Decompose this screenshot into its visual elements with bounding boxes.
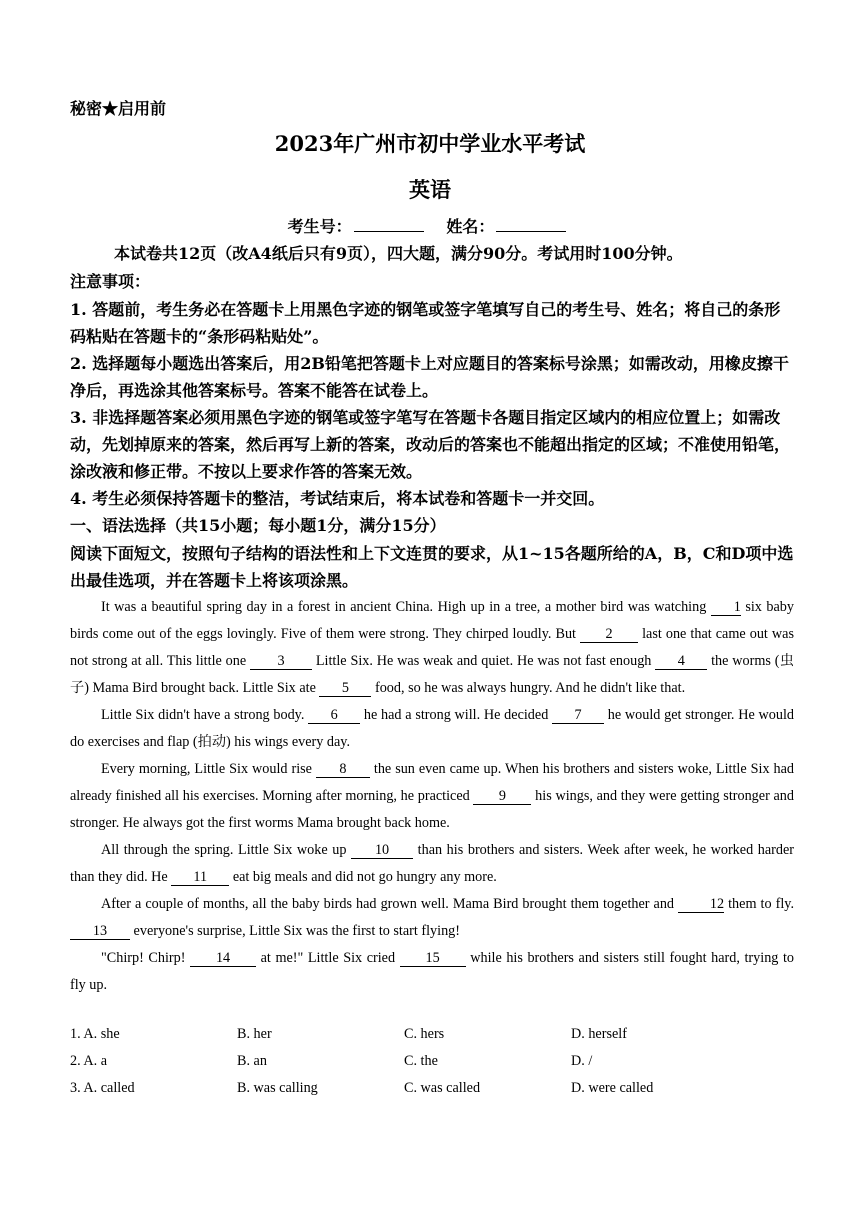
exam-intro: 本试卷共12页（改A4纸后只有9页），四大题，满分90分。考试用时100分钟。 — [114, 244, 683, 263]
passage-text: After a couple of months, all the baby birds had grown well. Mama Bird brought them together and — [101, 896, 679, 912]
passage-text: food, so he was always hungry. And he didn't like that. — [371, 680, 686, 696]
passage-text: everyone's surprise, Little Six was the first to start flying! — [130, 923, 460, 939]
passage-text: Little Six didn't have a strong body. — [101, 707, 309, 723]
passage-text: them to fly. — [724, 896, 794, 912]
exam-title: 2023年广州市初中学业水平考试 — [274, 131, 586, 156]
passage-paragraph — [70, 702, 794, 756]
blank-4: 4 — [655, 653, 707, 670]
answer-options — [70, 1026, 794, 1107]
blank-15: 15 — [400, 950, 466, 967]
blank-7: 7 — [552, 707, 604, 724]
blank-11: 11 — [171, 869, 229, 886]
passage-paragraph — [70, 756, 794, 837]
passage-text: Little Six. He was weak and quiet. He was not fast enough — [312, 653, 656, 669]
passage-paragraph — [70, 837, 794, 891]
passage-text: eat big meals and did not go hungry any more. — [229, 869, 497, 885]
option-d[interactable]: D. were called — [571, 1080, 654, 1096]
passage-text: All through the spring. Little Six woke up — [101, 842, 352, 858]
passage-paragraph — [70, 945, 794, 999]
candidate-no-label: 考生号： — [287, 217, 352, 236]
passage-text: last one that came out was not strong at all. This little one — [70, 626, 794, 669]
passage-paragraph — [70, 594, 794, 702]
blank-5: 5 — [319, 680, 371, 697]
option-a[interactable]: 2. A. a — [70, 1053, 108, 1069]
blank-9: 9 — [473, 788, 531, 805]
blank-10: 10 — [351, 842, 413, 859]
option-b[interactable]: B. an — [237, 1053, 267, 1069]
candidate-no-blank — [354, 217, 424, 232]
passage-text: he had a strong will. He decided — [360, 707, 553, 723]
passage-text: "Chirp! Chirp! — [101, 950, 191, 966]
blank-3: 3 — [250, 653, 312, 670]
passage-text: than his brothers and sisters. Week after week, he worked harder than they did. He — [70, 842, 795, 885]
section-instruction: 阅读下面短文，按照句子结构的语法性和上下文连贯的要求，从1~15各题所给的A，B，C和D项中选出最佳选项，并在答题卡上将该项涂黑。 — [70, 544, 794, 590]
blank-6: 6 — [308, 707, 360, 724]
passage-text: the sun even came up. When his brothers and sisters woke, Little Six had already finished all his exercises. Morning after morning, he practiced — [70, 761, 794, 804]
option-b[interactable]: B. was calling — [237, 1080, 318, 1096]
note-item: 3. 非选择题答案必须用黑色字迹的钢笔或签字笔写在答题卡各题目指定区域内的相应位置上；如需改动，先划掉原来的答案，然后再写上新的答案，改动后的答案也不能超出指定的区域；不准使用铅笔，涂改液和修正带。不按以上要求作答的答案无效。 — [70, 408, 791, 481]
blank-1: 1 — [711, 599, 741, 616]
passage-text: six baby birds come out of the eggs lovingly. Five of them were strong. They chirped loudly. But — [70, 599, 794, 642]
note-item: 2. 选择题每小题选出答案后，用2B铅笔把答题卡上对应题目的答案标号涂黑；如需改动，用橡皮擦干净后，再选涂其他答案标号。答案不能答在试卷上。 — [70, 354, 789, 400]
passage-text: the worms (虫子) Mama Bird brought back. Little Six ate — [70, 653, 794, 696]
option-c[interactable]: C. was called — [404, 1080, 481, 1096]
blank-8: 8 — [316, 761, 370, 778]
question-row — [70, 1026, 794, 1053]
passage-text: his wings, and they were getting stronger and stronger. He always got the first worms Mama brought back home. — [70, 788, 794, 831]
name-label: 姓名： — [446, 217, 495, 236]
passage-text: while his brothers and sisters still fought hard, trying to fly up. — [70, 950, 794, 993]
notes-heading: 注意事项： — [70, 272, 151, 291]
option-d[interactable]: D. / — [571, 1053, 593, 1069]
name-blank — [496, 217, 566, 232]
passage-paragraph — [70, 891, 794, 945]
passage-text: at me!" Little Six cried — [256, 950, 400, 966]
notes-list — [70, 296, 794, 512]
option-a[interactable]: 1. A. she — [70, 1026, 120, 1042]
blank-2: 2 — [580, 626, 638, 643]
note-item: 1. 答题前，考生务必在答题卡上用黑色字迹的钢笔或签字笔填写自己的考生号、姓名；将自己的条形码粘贴在答题卡的“条形码粘贴处”。 — [70, 300, 781, 346]
question-row — [70, 1053, 794, 1080]
option-a[interactable]: 3. A. called — [70, 1080, 135, 1096]
option-b[interactable]: B. her — [237, 1026, 272, 1042]
passage-text: he would get stronger. He would do exercises and flap (拍动) his wings every day. — [70, 707, 794, 750]
question-row — [70, 1080, 794, 1107]
blank-13: 13 — [70, 923, 130, 940]
blank-14: 14 — [190, 950, 256, 967]
option-d[interactable]: D. herself — [571, 1026, 627, 1042]
passage-text: Every morning, Little Six would rise — [101, 761, 316, 777]
note-item: 4. 考生必须保持答题卡的整洁，考试结束后，将本试卷和答题卡一并交回。 — [70, 489, 605, 508]
section-heading: 一、语法选择（共15小题；每小题1分，满分15分） — [70, 516, 446, 535]
option-c[interactable]: C. the — [404, 1053, 438, 1069]
blank-12: 12 — [678, 896, 724, 913]
subject-title: 英语 — [409, 177, 451, 202]
passage-text: It was a beautiful spring day in a forest in ancient China. High up in a tree, a mother bird was watching — [101, 599, 711, 615]
candidate-info-line — [0, 214, 860, 237]
cloze-passage — [70, 594, 794, 999]
confidential-label: 秘密★启用前 — [70, 99, 167, 118]
option-c[interactable]: C. hers — [404, 1026, 445, 1042]
